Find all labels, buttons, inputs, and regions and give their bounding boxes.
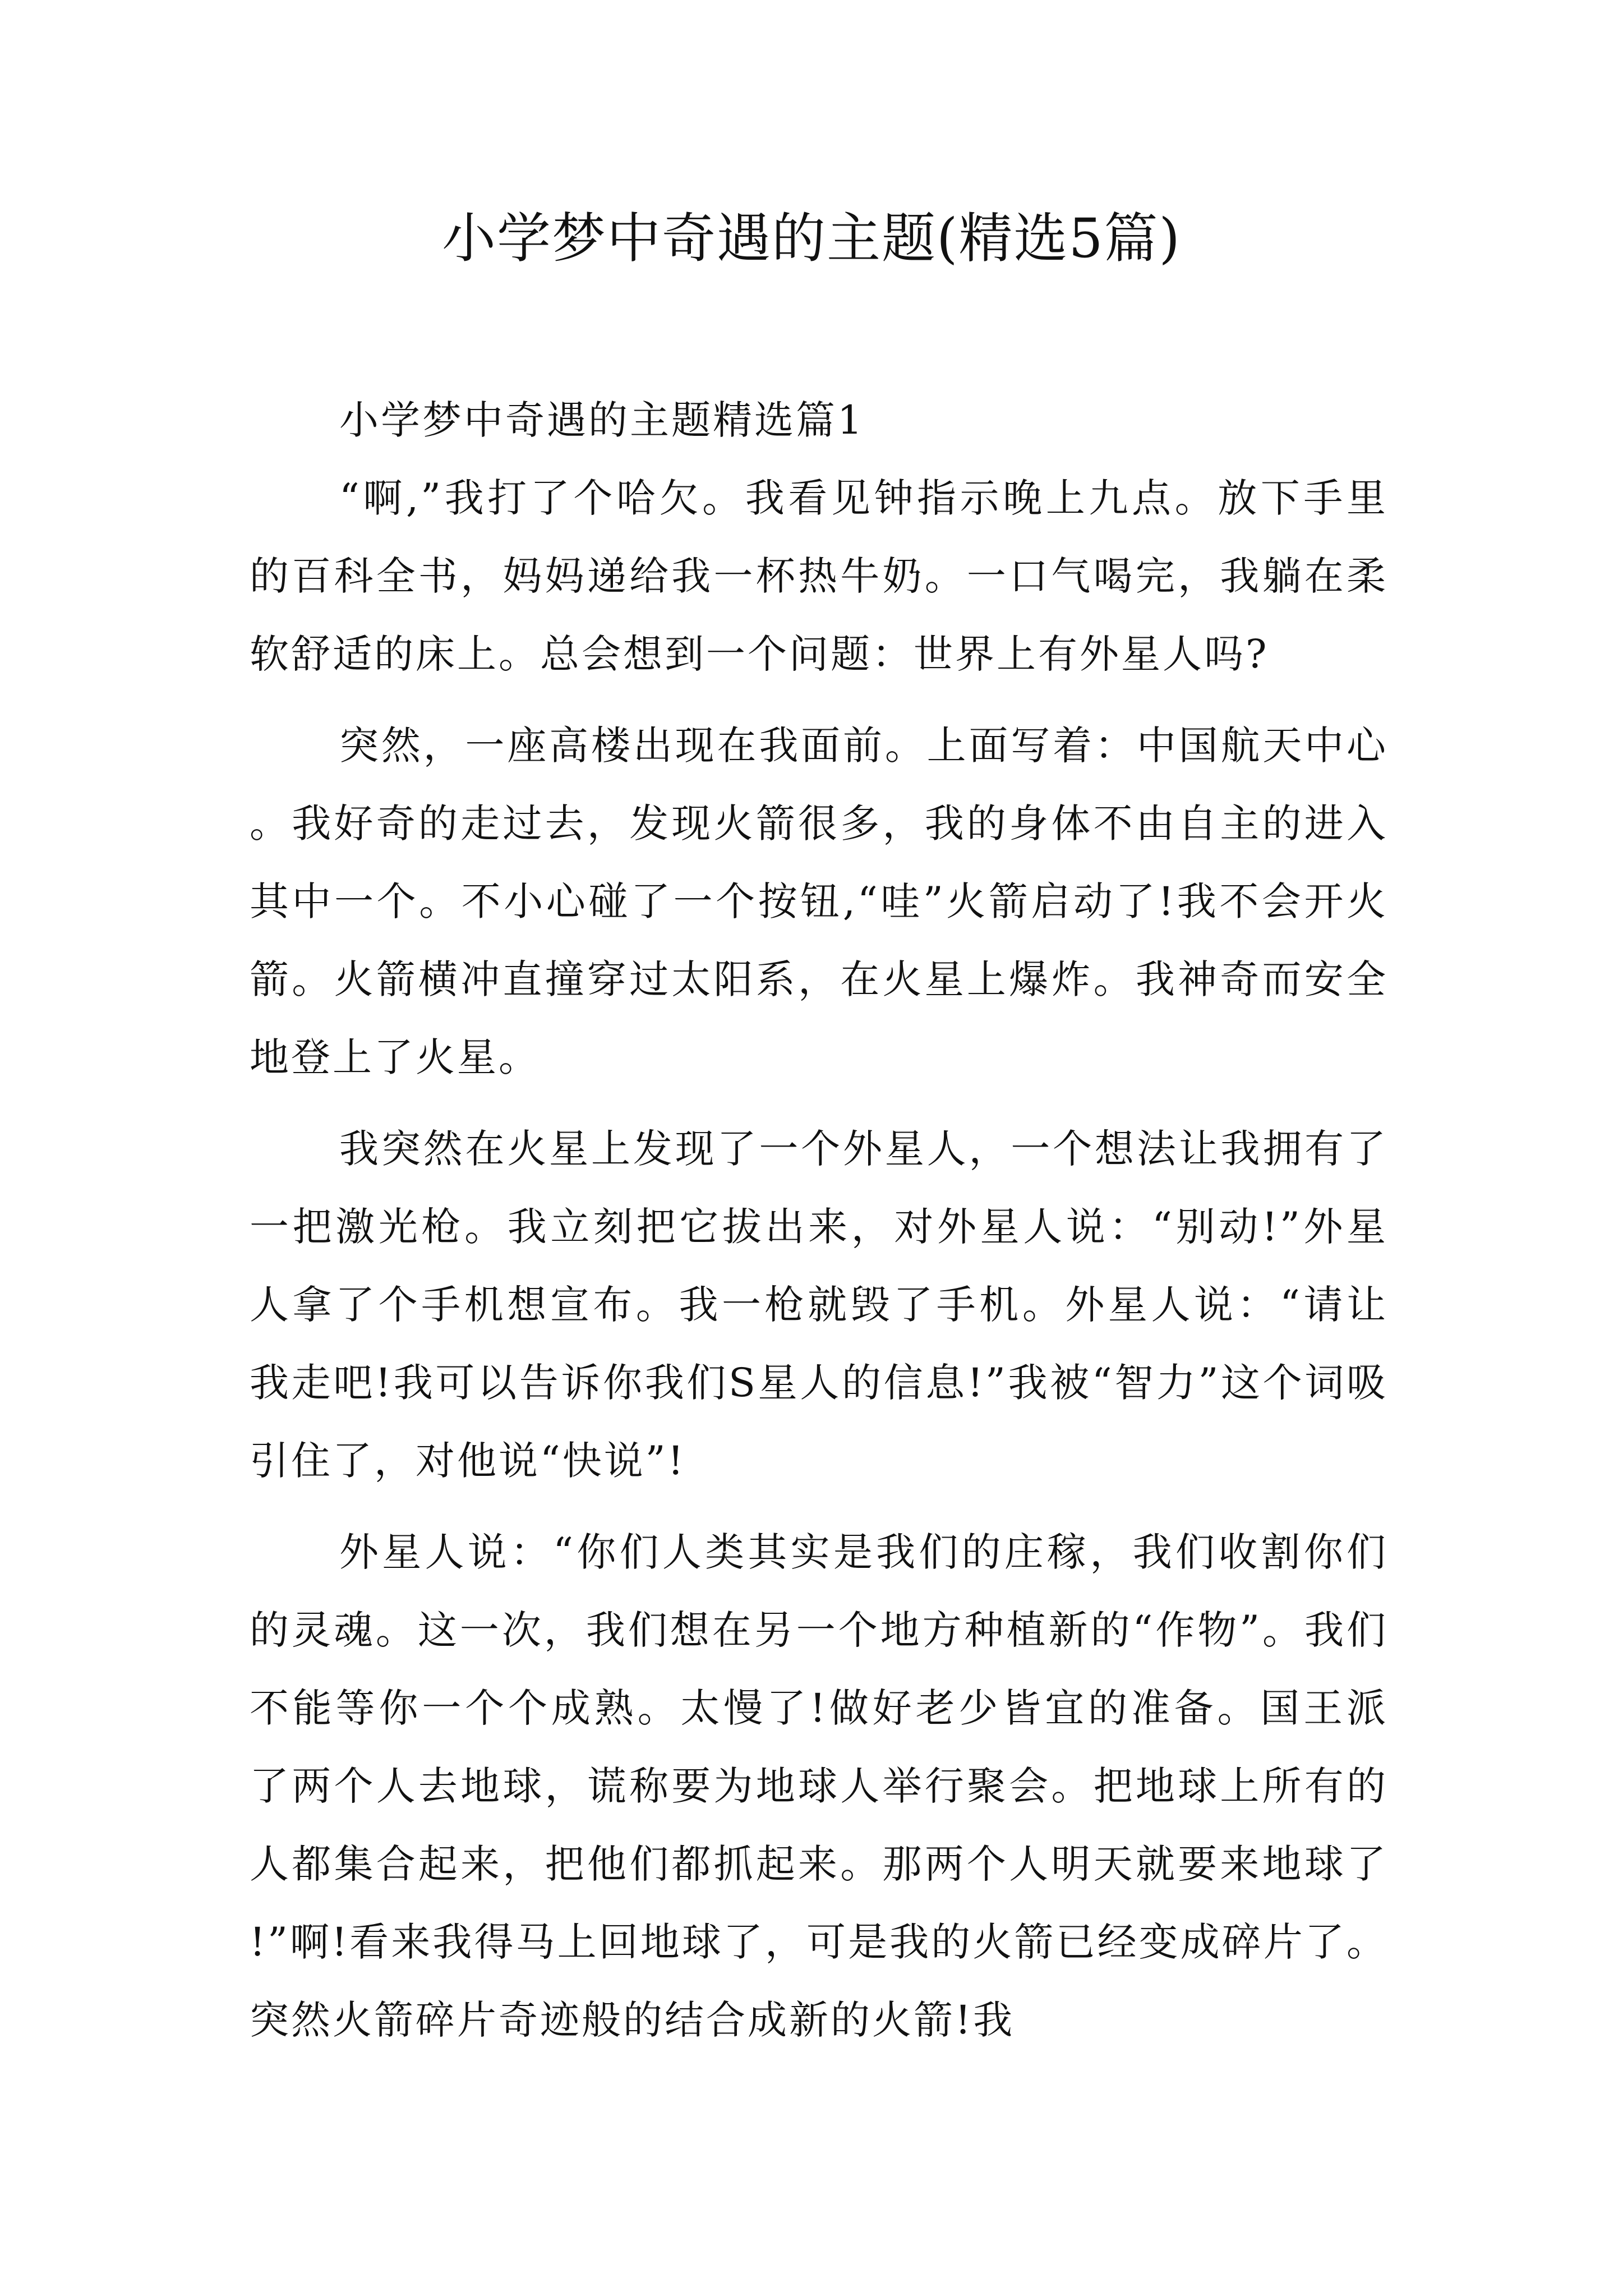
paragraph-2: 突然，一座高楼出现在我面前。上面写着：中国航天中心。我好奇的走过去，发现火箭很多，我的身体不由自主的进入其中一个。不小心碰了一个按钮,“哇”火箭启动了!我不会开火箭。火箭横冲直撞穿过太阳系，在火星上爆炸。我神奇而安全地登上了火星。 — [250, 723, 1388, 1080]
document-title: 小学梦中奇遇的主题(精选5篇) — [442, 207, 1181, 270]
paragraph-1: “啊,”我打了个哈欠。我看见钟指示晚上九点。放下手里的百科全书，妈妈递给我一杯热牛奶。一口气喝完，我躺在柔软舒适的床上。总会想到一个问题：世界上有外星人吗? — [250, 475, 1388, 677]
document-body — [250, 381, 1388, 2073]
paragraph-3: 我突然在火星上发现了一个外星人，一个想法让我拥有了一把激光枪。我立刻把它拔出来，对外星人说：“别动!”外星人拿了个手机想宣布。我一枪就毁了手机。外星人说：“请让我走吧!我可以告诉你我们S星人的信息!”我被“智力”这个词吸引住了，对他说“快说”! — [250, 1126, 1388, 1484]
paragraph-4: 外星人说：“你们人类其实是我们的庄稼，我们收割你们的灵魂。这一次，我们想在另一个地方种植新的“作物”。我们不能等你一个个成熟。太慢了!做好老少皆宜的准备。国王派了两个人去地球，谎称要为地球人举行聚会。把地球上所有的人都集合起来，把他们都抓起来。那两个人明天就要来地球了!”啊!看来我得马上回地球了，可是我的火箭已经变成碎片了。突然火箭碎片奇迹般的结合成新的火箭!我 — [250, 1529, 1388, 2043]
section-heading: 小学梦中奇遇的主题精选篇1 — [339, 397, 865, 443]
